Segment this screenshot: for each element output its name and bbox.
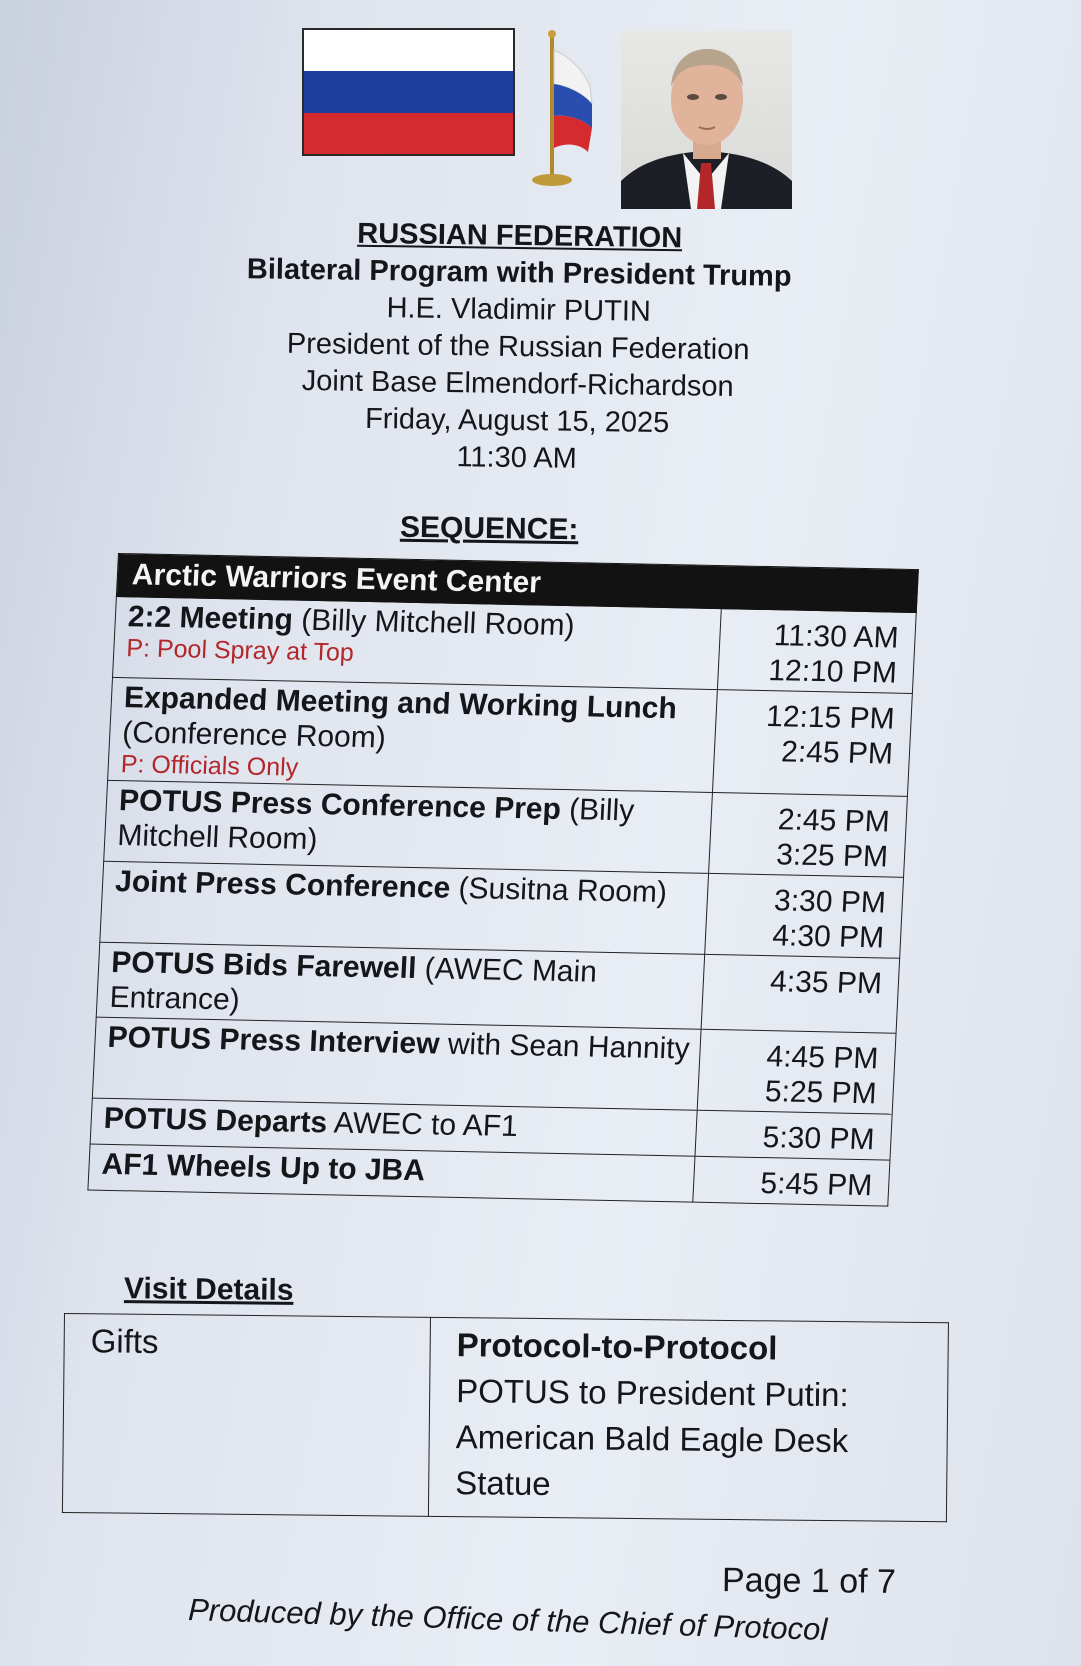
sequence-time-cell [709,792,908,877]
event-detail: (AWEC Main Entrance) [108,952,598,1017]
visit-details-heading: Visit Details [123,1272,294,1307]
gift-recipient: POTUS to President Putin: [456,1372,849,1414]
gift-protocol-title: Protocol-to-Protocol [456,1326,778,1367]
official-portrait-photo [621,31,792,209]
sequence-time-cell [693,1156,890,1206]
gifts-details [428,1317,948,1521]
event-press-note: P: Officials Only [120,750,299,782]
event-detail: (Billy Mitchell Room) [116,792,635,857]
honoree-position: President of the Russian Federation [286,327,750,367]
sequence-heading: SEQUENCE: [399,510,579,547]
sequence-row [108,677,913,796]
sequence-event-cell [108,677,718,792]
event-end-time: 3:25 PM [775,838,889,874]
sequence-rows [88,596,916,1206]
sequence-event-cell [100,861,709,954]
event-name: Joint Press Conference [114,865,452,905]
event-end-time: 5:25 PM [764,1075,878,1111]
footer-produced-by: Produced by the Office of the Chief of Protocol [187,1591,828,1648]
document-title: RUSSIAN FEDERATION [357,217,683,255]
sequence-event-cell [96,942,704,1029]
event-name: 2:2 Meeting [127,600,294,637]
event-name: POTUS Bids Farewell [110,945,418,986]
sequence-event-cell [113,596,722,689]
event-start-time: 4:45 PM [765,1040,880,1076]
event-detail: (Susitna Room) [449,871,668,910]
event-end-time: 2:45 PM [780,735,894,771]
sequence-time-cell [695,1110,892,1160]
event-detail: with Sean Hannity [438,1027,691,1066]
event-name: AF1 Wheels Up to JBA [100,1147,426,1188]
sequence-time-cell [717,609,916,694]
program-subtitle: Bilateral Program with President Trump [246,253,792,293]
document-title-block [156,213,880,482]
event-name: POTUS Press Conference Prep [118,784,562,826]
event-name: POTUS Departs [103,1101,328,1140]
gifts-label: Gifts [62,1314,430,1517]
russian-flag-image [302,28,515,156]
event-start-time: 3:30 PM [773,884,887,920]
event-start-time: 5:30 PM [761,1121,876,1157]
event-name: POTUS Press Interview [106,1020,441,1061]
desk-flag-image [528,28,608,188]
event-end-time: 12:10 PM [767,654,898,690]
event-start-time: 4:35 PM [769,965,883,1001]
sequence-event-cell [92,1017,701,1110]
gifts-row [62,1314,948,1522]
sequence-time-cell [705,873,904,958]
event-end-time: 4:30 PM [771,919,885,955]
sequence-time-cell [701,954,900,1033]
venue-header: Arctic Warriors Event Center [116,554,918,613]
flag-stripe-blue [304,71,513,112]
event-start-time: 2:45 PM [777,803,891,839]
visit-details-wrap [62,1313,948,1522]
page-number: Page 1 of 7 [721,1561,897,1601]
sequence-time-cell [712,690,912,797]
event-detail: (Conference Room) [121,716,387,755]
visit-details-table [62,1313,949,1522]
event-start-time: 5:45 PM [759,1167,874,1203]
event-detail: (Billy Mitchell Room) [292,603,576,643]
honoree-name: H.E. Vladimir PUTIN [386,292,652,328]
gift-description: American Bald Eagle Desk Statue [455,1418,849,1503]
sequence-event-cell [104,780,713,873]
flag-stripe-white [304,30,513,71]
event-date: Friday, August 15, 2025 [364,402,670,440]
flag-stripe-red [304,113,513,154]
event-name: Expanded Meeting and Working Lunch [123,681,678,726]
event-location: Joint Base Elmendorf-Richardson [301,364,734,403]
event-start-time: 12:15 PM [765,700,896,736]
event-time: 11:30 AM [456,441,578,475]
sequence-table [87,553,918,1207]
event-detail: AWEC to AF1 [326,1106,519,1144]
sequence-table-wrap [87,553,917,1207]
event-press-note: P: Pool Spray at Top [125,634,355,667]
event-start-time: 11:30 AM [773,619,900,655]
sequence-time-cell [697,1029,896,1114]
